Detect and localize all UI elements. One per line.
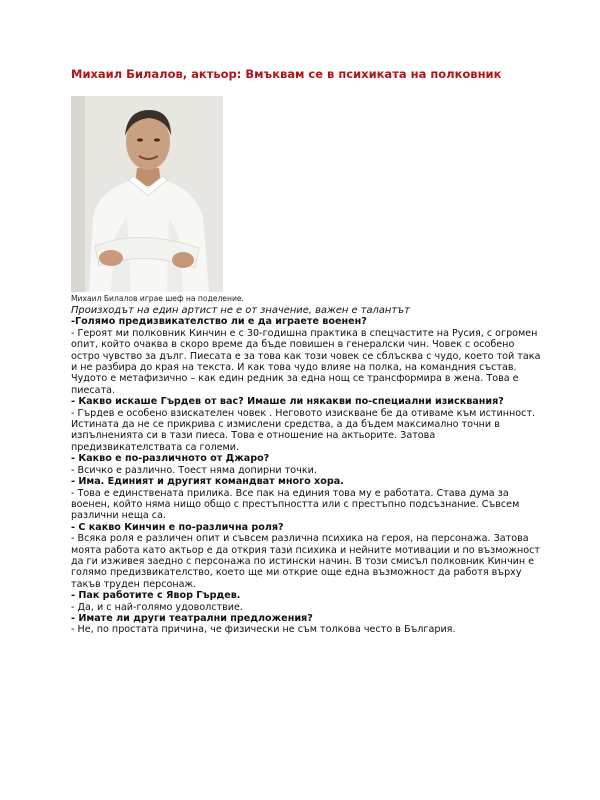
interview-question: - Пак работите с Явор Гърдев. [71,590,241,602]
interview-question: - С какво Кинчин е по-различна роля? [71,521,284,533]
interview-answer: - Всичко е различно. Тоест няма допирни точки. [71,464,317,476]
interview-answer: - Всяка роля е различен опит и съвсем различна психика на героя, на персонажа. Затова моята работа като актьор е да открия тази психика и нейните мотивации и по възможност да ги изживея заедно с персонажа по истински начин. В този смисъл полковник Кинчин е голямо предизвикателство, което ще ми открие още една възможност да работя върху такъв труден персонаж. [71,533,540,590]
article-title: Михаил Билалов, актьор: Вмъквам се в психиката на полковник [71,67,502,81]
interview-answer: - Гърдев е особено взискателен човек . Неговото изискване бе да отиваме към истинност. Истината да не се прикрива с измислени средства, а да бъдем максимално точни в изпълненията си в тази пиеса. Това е отношение на актьорите. Затова предизвикателствата са големи. [71,407,536,453]
portrait-photo [71,96,223,292]
portrait-illustration [71,96,223,292]
interview-answer: - Героят ми полковник Кинчин е с 30-годишна практика в спецчастите на Русия, с огромен опит, който очаква в скоро време да бъде повишен в генералски чин. Човек с особено остро чувство за дълг. Пиесата е за това как този човек се сблъсква с чудо, което той така и не разбира до края на текста. И как това чудо влияе на полка, на командния състав. Чудото е метафизично – как един редник за една нощ се трансформира в жена. Това е пиесата. [71,327,541,396]
interview-answer: - Да, и с най-голямо удоволствие. [71,601,243,613]
interview-question: -Голямо предизвикателство ли е да играете военен? [71,316,367,328]
article-body [71,305,541,636]
interview-question: - Имате ли други театрални предложения? [71,612,313,624]
interview-answer: - Не, по простата причина, че физически не съм толкова често в България. [71,624,456,636]
interview-question: - Какво е по-различното от Джаро? [71,453,270,465]
interview-question: - Какво искаше Гърдев от вас? Имаше ли някакви по-специални изисквания? [71,396,504,408]
article-lead: Произходът на един артист не е от значение, важен е талантът [71,305,410,316]
interview-answer: - Това е единствената прилика. Все пак на единия това му е работата. Става дума за военен, който няма нищо общо с престъпността или с престъпно подсъзнание. Съвсем различни неща са. [71,487,520,522]
interview-question: - Има. Единият и другият командват много хора. [71,476,344,488]
photo-caption: Михаил Билалов играе шеф на поделение. [71,294,244,303]
